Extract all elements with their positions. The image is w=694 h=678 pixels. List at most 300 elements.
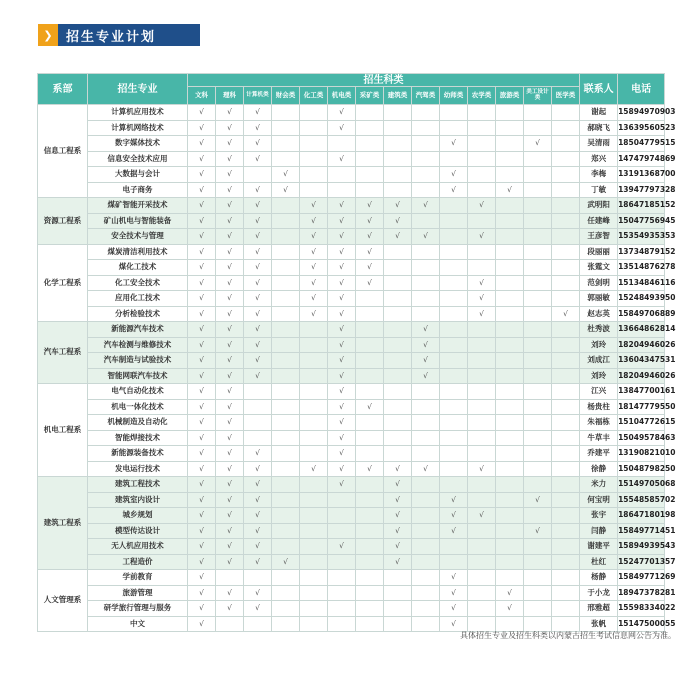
check-mark-icon: √ (300, 306, 328, 322)
header-subject: 旅游类 (496, 87, 524, 105)
empty-cell (300, 585, 328, 601)
dept-cell: 汽车工程系 (38, 322, 88, 384)
empty-cell (412, 167, 440, 183)
check-mark-icon: √ (216, 353, 244, 369)
check-mark-icon: √ (244, 322, 272, 338)
empty-cell (468, 601, 496, 617)
contact-cell: 丁敏 (580, 182, 618, 198)
empty-cell (300, 353, 328, 369)
contact-cell: 武明阳 (580, 198, 618, 214)
phone-cell: 15894970903 (618, 105, 665, 121)
check-mark-icon: √ (216, 136, 244, 152)
empty-cell (272, 136, 300, 152)
empty-cell (552, 461, 580, 477)
empty-cell (552, 337, 580, 353)
empty-cell (384, 167, 412, 183)
check-mark-icon: √ (272, 182, 300, 198)
empty-cell (272, 120, 300, 136)
empty-cell (524, 446, 552, 462)
major-cell: 汽车检测与维修技术 (88, 337, 188, 353)
empty-cell (552, 492, 580, 508)
empty-cell (300, 322, 328, 338)
check-mark-icon: √ (216, 399, 244, 415)
empty-cell (524, 105, 552, 121)
check-mark-icon: √ (440, 616, 468, 632)
empty-cell (356, 167, 384, 183)
phone-cell: 15134846116 (618, 275, 665, 291)
check-mark-icon: √ (216, 182, 244, 198)
check-mark-icon: √ (188, 275, 216, 291)
check-mark-icon: √ (188, 570, 216, 586)
empty-cell (524, 399, 552, 415)
check-mark-icon: √ (188, 167, 216, 183)
check-mark-icon: √ (216, 430, 244, 446)
phone-cell: 15049578463 (618, 430, 665, 446)
empty-cell (524, 291, 552, 307)
empty-cell (496, 384, 524, 400)
empty-cell (384, 368, 412, 384)
major-cell: 分析检验技术 (88, 306, 188, 322)
check-mark-icon: √ (188, 539, 216, 555)
empty-cell (244, 616, 272, 632)
table-row (38, 477, 665, 493)
empty-cell (244, 415, 272, 431)
empty-cell (524, 167, 552, 183)
header-subject: 机电类 (328, 87, 356, 105)
contact-cell: 杨贵柱 (580, 399, 618, 415)
empty-cell (384, 244, 412, 260)
empty-cell (412, 213, 440, 229)
empty-cell (552, 105, 580, 121)
check-mark-icon: √ (244, 136, 272, 152)
check-mark-icon: √ (188, 523, 216, 539)
empty-cell (356, 585, 384, 601)
phone-cell: 13190821010 (618, 446, 665, 462)
check-mark-icon: √ (244, 182, 272, 198)
empty-cell (524, 508, 552, 524)
empty-cell (524, 570, 552, 586)
check-mark-icon: √ (524, 136, 552, 152)
empty-cell (412, 260, 440, 276)
empty-cell (384, 136, 412, 152)
check-mark-icon: √ (440, 182, 468, 198)
empty-cell (524, 260, 552, 276)
check-mark-icon: √ (328, 120, 356, 136)
empty-cell (552, 213, 580, 229)
table-row (38, 430, 665, 446)
empty-cell (440, 539, 468, 555)
check-mark-icon: √ (356, 198, 384, 214)
empty-cell (244, 399, 272, 415)
check-mark-icon: √ (244, 368, 272, 384)
empty-cell (524, 477, 552, 493)
empty-cell (524, 554, 552, 570)
empty-cell (552, 601, 580, 617)
empty-cell (468, 182, 496, 198)
empty-cell (356, 539, 384, 555)
contact-cell: 刘玲 (580, 337, 618, 353)
check-mark-icon: √ (328, 430, 356, 446)
table-row (38, 570, 665, 586)
check-mark-icon: √ (188, 601, 216, 617)
check-mark-icon: √ (300, 260, 328, 276)
empty-cell (300, 477, 328, 493)
empty-cell (496, 306, 524, 322)
dept-cell: 建筑工程系 (38, 477, 88, 570)
check-mark-icon: √ (188, 260, 216, 276)
major-cell: 化工安全技术 (88, 275, 188, 291)
check-mark-icon: √ (384, 477, 412, 493)
empty-cell (468, 105, 496, 121)
empty-cell (440, 430, 468, 446)
table-row (38, 275, 665, 291)
empty-cell (356, 322, 384, 338)
empty-cell (272, 585, 300, 601)
contact-cell: 张霆文 (580, 260, 618, 276)
phone-cell: 13664862814 (618, 322, 665, 338)
major-cell: 中文 (88, 616, 188, 632)
table-row (38, 492, 665, 508)
check-mark-icon: √ (384, 229, 412, 245)
major-cell: 智能网联汽车技术 (88, 368, 188, 384)
empty-cell (468, 539, 496, 555)
empty-cell (468, 523, 496, 539)
empty-cell (384, 120, 412, 136)
empty-cell (272, 244, 300, 260)
table-row (38, 523, 665, 539)
check-mark-icon: √ (244, 260, 272, 276)
table-row (38, 446, 665, 462)
check-mark-icon: √ (244, 291, 272, 307)
contact-cell: 江兴 (580, 384, 618, 400)
check-mark-icon: √ (328, 306, 356, 322)
check-mark-icon: √ (244, 229, 272, 245)
empty-cell (384, 337, 412, 353)
empty-cell (272, 213, 300, 229)
empty-cell (384, 105, 412, 121)
major-cell: 学前教育 (88, 570, 188, 586)
major-cell: 煤炭清洁利用技术 (88, 244, 188, 260)
empty-cell (356, 601, 384, 617)
empty-cell (496, 492, 524, 508)
empty-cell (496, 570, 524, 586)
empty-cell (524, 182, 552, 198)
empty-cell (272, 477, 300, 493)
empty-cell (468, 244, 496, 260)
check-mark-icon: √ (328, 260, 356, 276)
empty-cell (356, 477, 384, 493)
empty-cell (356, 105, 384, 121)
empty-cell (496, 539, 524, 555)
empty-cell (272, 415, 300, 431)
check-mark-icon: √ (412, 461, 440, 477)
empty-cell (412, 182, 440, 198)
empty-cell (384, 415, 412, 431)
check-mark-icon: √ (468, 306, 496, 322)
check-mark-icon: √ (328, 539, 356, 555)
empty-cell (468, 337, 496, 353)
empty-cell (496, 198, 524, 214)
check-mark-icon: √ (468, 291, 496, 307)
empty-cell (468, 430, 496, 446)
contact-cell: 杜红 (580, 554, 618, 570)
check-mark-icon: √ (440, 492, 468, 508)
check-mark-icon: √ (216, 446, 244, 462)
contact-cell: 郝晓飞 (580, 120, 618, 136)
empty-cell (356, 182, 384, 198)
empty-cell (496, 461, 524, 477)
empty-cell (468, 368, 496, 384)
empty-cell (272, 105, 300, 121)
check-mark-icon: √ (356, 213, 384, 229)
empty-cell (412, 415, 440, 431)
empty-cell (552, 291, 580, 307)
empty-cell (440, 337, 468, 353)
empty-cell (524, 337, 552, 353)
contact-cell: 米力 (580, 477, 618, 493)
check-mark-icon: √ (328, 105, 356, 121)
table-row (38, 601, 665, 617)
major-cell: 汽车制造与试验技术 (88, 353, 188, 369)
check-mark-icon: √ (384, 508, 412, 524)
empty-cell (552, 415, 580, 431)
major-cell: 无人机应用技术 (88, 539, 188, 555)
major-cell: 旅游管理 (88, 585, 188, 601)
empty-cell (412, 244, 440, 260)
empty-cell (356, 570, 384, 586)
major-cell: 建筑室内设计 (88, 492, 188, 508)
phone-cell: 13191368700 (618, 167, 665, 183)
major-cell: 智能焊接技术 (88, 430, 188, 446)
empty-cell (468, 554, 496, 570)
check-mark-icon: √ (524, 492, 552, 508)
major-cell: 城乡规划 (88, 508, 188, 524)
check-mark-icon: √ (188, 461, 216, 477)
check-mark-icon: √ (216, 415, 244, 431)
empty-cell (440, 554, 468, 570)
empty-cell (272, 570, 300, 586)
empty-cell (552, 120, 580, 136)
check-mark-icon: √ (412, 322, 440, 338)
empty-cell (524, 229, 552, 245)
contact-cell: 闫静 (580, 523, 618, 539)
check-mark-icon: √ (244, 306, 272, 322)
empty-cell (300, 182, 328, 198)
check-mark-icon: √ (216, 523, 244, 539)
empty-cell (552, 167, 580, 183)
empty-cell (496, 353, 524, 369)
empty-cell (384, 430, 412, 446)
phone-cell: 15849771269 (618, 570, 665, 586)
check-mark-icon: √ (328, 151, 356, 167)
check-mark-icon: √ (356, 244, 384, 260)
empty-cell (272, 260, 300, 276)
check-mark-icon: √ (216, 306, 244, 322)
check-mark-icon: √ (216, 275, 244, 291)
empty-cell (412, 120, 440, 136)
table-row (38, 244, 665, 260)
empty-cell (440, 275, 468, 291)
empty-cell (524, 198, 552, 214)
major-cell: 煤矿智能开采技术 (88, 198, 188, 214)
empty-cell (468, 446, 496, 462)
contact-cell: 王彦智 (580, 229, 618, 245)
major-cell: 模型传达设计 (88, 523, 188, 539)
check-mark-icon: √ (216, 291, 244, 307)
empty-cell (356, 306, 384, 322)
major-cell: 机械制造及自动化 (88, 415, 188, 431)
empty-cell (468, 353, 496, 369)
phone-cell: 15894939543 (618, 539, 665, 555)
contact-cell: 张宇 (580, 508, 618, 524)
table-row (38, 585, 665, 601)
check-mark-icon: √ (412, 353, 440, 369)
empty-cell (412, 446, 440, 462)
empty-cell (300, 136, 328, 152)
phone-cell: 15247701357 (618, 554, 665, 570)
check-mark-icon: √ (440, 570, 468, 586)
empty-cell (384, 353, 412, 369)
header-phone: 电话 (618, 74, 665, 105)
check-mark-icon: √ (244, 508, 272, 524)
check-mark-icon: √ (412, 229, 440, 245)
empty-cell (412, 477, 440, 493)
check-mark-icon: √ (300, 229, 328, 245)
check-mark-icon: √ (244, 337, 272, 353)
check-mark-icon: √ (216, 461, 244, 477)
table-row (38, 120, 665, 136)
page-title-bar (38, 24, 200, 46)
empty-cell (440, 322, 468, 338)
check-mark-icon: √ (496, 182, 524, 198)
check-mark-icon: √ (468, 461, 496, 477)
empty-cell (468, 399, 496, 415)
empty-cell (356, 136, 384, 152)
phone-cell: 13734879152 (618, 244, 665, 260)
phone-cell: 15048798250 (618, 461, 665, 477)
empty-cell (524, 384, 552, 400)
check-mark-icon: √ (244, 353, 272, 369)
contact-cell: 牛草丰 (580, 430, 618, 446)
empty-cell (384, 570, 412, 586)
check-mark-icon: √ (188, 291, 216, 307)
header-subject: 文科 (188, 87, 216, 105)
check-mark-icon: √ (328, 275, 356, 291)
empty-cell (300, 554, 328, 570)
check-mark-icon: √ (300, 275, 328, 291)
empty-cell (384, 322, 412, 338)
empty-cell (440, 244, 468, 260)
empty-cell (328, 508, 356, 524)
contact-cell: 杜秀波 (580, 322, 618, 338)
check-mark-icon: √ (328, 368, 356, 384)
check-mark-icon: √ (244, 554, 272, 570)
empty-cell (384, 384, 412, 400)
check-mark-icon: √ (188, 244, 216, 260)
empty-cell (552, 399, 580, 415)
major-cell: 数字媒体技术 (88, 136, 188, 152)
check-mark-icon: √ (328, 198, 356, 214)
empty-cell (300, 368, 328, 384)
empty-cell (440, 368, 468, 384)
table-row (38, 151, 665, 167)
page-title: 招生专业计划 (66, 29, 157, 45)
dept-cell: 资源工程系 (38, 198, 88, 245)
check-mark-icon: √ (216, 368, 244, 384)
empty-cell (552, 322, 580, 338)
empty-cell (440, 415, 468, 431)
check-mark-icon: √ (188, 384, 216, 400)
empty-cell (384, 616, 412, 632)
check-mark-icon: √ (384, 523, 412, 539)
check-mark-icon: √ (188, 508, 216, 524)
phone-cell: 15548585702 (618, 492, 665, 508)
contact-cell: 谢建平 (580, 539, 618, 555)
empty-cell (272, 508, 300, 524)
enrollment-plan-table (37, 73, 676, 632)
header-dept: 系部 (38, 74, 88, 105)
check-mark-icon: √ (356, 229, 384, 245)
empty-cell (440, 151, 468, 167)
table-row (38, 415, 665, 431)
major-cell: 计算机网络技术 (88, 120, 188, 136)
empty-cell (384, 601, 412, 617)
empty-cell (552, 570, 580, 586)
empty-cell (300, 105, 328, 121)
empty-cell (524, 585, 552, 601)
dept-cell: 化学工程系 (38, 244, 88, 322)
empty-cell (412, 570, 440, 586)
empty-cell (440, 120, 468, 136)
empty-cell (524, 151, 552, 167)
check-mark-icon: √ (524, 523, 552, 539)
check-mark-icon: √ (188, 430, 216, 446)
empty-cell (496, 244, 524, 260)
table-row (38, 105, 665, 121)
check-mark-icon: √ (412, 368, 440, 384)
empty-cell (300, 601, 328, 617)
check-mark-icon: √ (328, 291, 356, 307)
empty-cell (272, 446, 300, 462)
empty-cell (524, 368, 552, 384)
empty-cell (300, 508, 328, 524)
check-mark-icon: √ (496, 601, 524, 617)
empty-cell (300, 167, 328, 183)
empty-cell (496, 399, 524, 415)
phone-cell: 15248493950 (618, 291, 665, 307)
check-mark-icon: √ (468, 275, 496, 291)
check-mark-icon: √ (244, 151, 272, 167)
empty-cell (468, 151, 496, 167)
check-mark-icon: √ (188, 399, 216, 415)
phone-cell: 18147779550 (618, 399, 665, 415)
empty-cell (524, 430, 552, 446)
check-mark-icon: √ (188, 616, 216, 632)
check-mark-icon: √ (188, 213, 216, 229)
table-row (38, 182, 665, 198)
check-mark-icon: √ (328, 353, 356, 369)
empty-cell (552, 554, 580, 570)
check-mark-icon: √ (188, 136, 216, 152)
empty-cell (356, 523, 384, 539)
major-cell: 计算机应用技术 (88, 105, 188, 121)
check-mark-icon: √ (440, 601, 468, 617)
empty-cell (412, 136, 440, 152)
empty-cell (440, 229, 468, 245)
empty-cell (552, 368, 580, 384)
header-subjects-group: 招生科类 (188, 74, 580, 87)
contact-cell: 谢起 (580, 105, 618, 121)
